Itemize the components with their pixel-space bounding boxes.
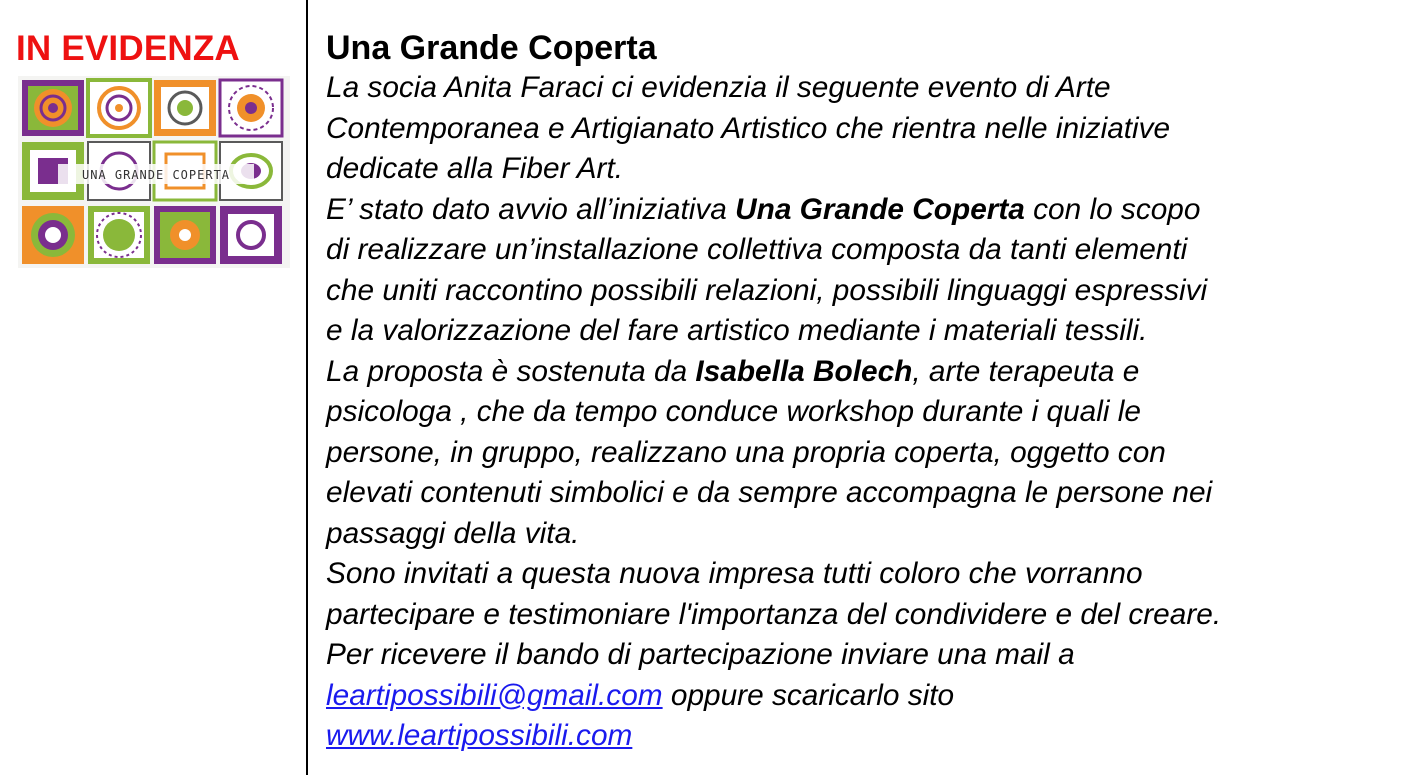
website-link[interactable]: www.leartipossibili.com [326,719,633,752]
quilt-patch [220,206,282,264]
initiative-name: Una Grande Coperta [735,192,1025,226]
quilt-patch [22,206,84,264]
person-name: Isabella Bolech [695,354,913,388]
body-line [326,716,1406,757]
quilt-patch [88,206,150,264]
body-line: partecipare e testimoniare l'importanza del condividere e del creare. [326,597,1222,631]
quilt-patch [22,80,84,136]
body-line: elevati contenuti simbolici e da sempre accompagna le persone nei [326,476,1213,509]
blanket-thumbnail-image [18,76,290,268]
body-line: di realizzare un’installazione collettiva composta da tanti elementi [326,233,1188,266]
column-divider [306,0,308,775]
article-title: Una Grande Coperta [326,29,657,67]
body-line: dedicate alla Fiber Art. [326,152,624,185]
thumbnail-caption: UNA GRANDE COPERTA [81,168,231,182]
body-text-segment: E’ stato dato avvio all’iniziativa [326,192,736,226]
body-line: Contemporanea e Artigianato Artistico che rientra nelle iniziative [326,111,1171,145]
body-line: Sono invitati a questa nuova impresa tutti coloro che vorranno [326,557,1143,590]
body-line [326,352,1406,393]
body-line [326,190,1406,231]
article [326,28,1406,757]
body-line: psicologa , che da tempo conduce workshop durante i quali le [326,395,1141,428]
body-text-segment: oppure scaricarlo sito [662,678,955,712]
body-line [326,676,1406,717]
body-line: passaggi della vita. [326,516,580,550]
quilt-patch [88,80,150,136]
body-text-segment: con lo scopo [1024,192,1201,226]
section-heading: IN EVIDENZA [16,29,240,68]
sidebar-column [0,0,306,775]
quilt-patch [154,206,216,264]
email-link[interactable]: leartipossibili@gmail.com [326,678,663,712]
body-line: che uniti raccontino possibili relazioni, possibili linguaggi espressivi [326,273,1208,307]
quilt-patch [220,80,282,136]
body-line: Per ricevere il bando di partecipazione inviare una mail a [326,638,1075,671]
body-line: La socia Anita Faraci ci evidenzia il seguente evento di Arte [326,71,1111,104]
article-body [326,68,1406,757]
body-text-segment: , arte terapeuta e [912,354,1140,388]
quilt-patch [154,80,216,136]
body-text-segment: La proposta è sostenuta da [326,354,696,388]
body-line: persone, in gruppo, realizzano una propria coperta, oggetto con [326,435,1166,469]
body-line: e la valorizzazione del fare artistico mediante i materiali tessili. [326,314,1148,347]
